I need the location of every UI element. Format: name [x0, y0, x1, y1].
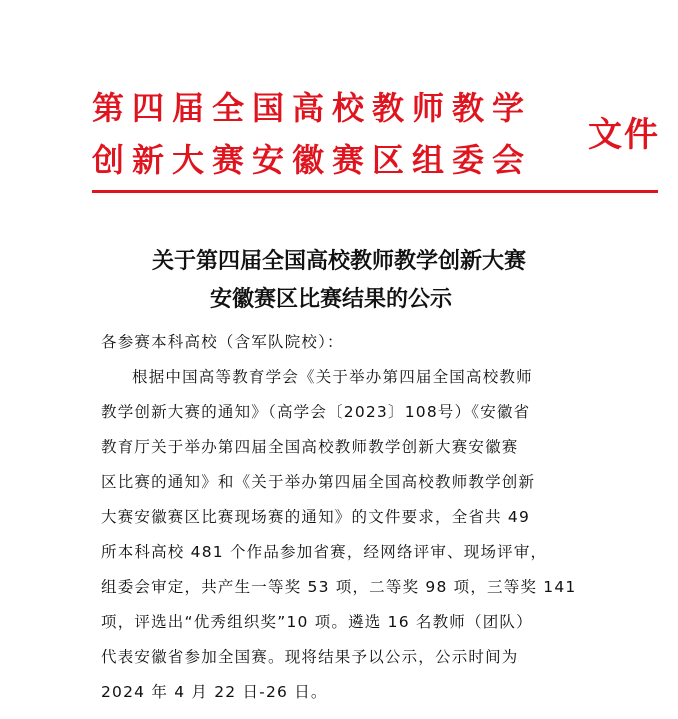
paragraph-line: 教学创新大赛的通知》（高学会〔2023〕108号）《安徽省 [101, 403, 531, 421]
paragraph-line: 组委会审定，共产生一等奖 53 项，二等奖 98 项，三等奖 141 [101, 578, 577, 596]
paragraph-line: 教育厅关于举办第四届全国高校教师教学创新大赛安徽赛 [101, 438, 519, 456]
paragraph-line: 根据中国高等教育学会《关于举办第四届全国高校教师 [132, 368, 533, 386]
paragraph-line: 区比赛的通知》和《关于举办第四届全国高校教师教学创新 [101, 473, 536, 491]
paragraph-line: 大赛安徽赛区比赛现场赛的通知》的文件要求，全省共 49 [101, 508, 531, 526]
document-type-label: 文件 [588, 115, 660, 155]
salutation: 各参赛本科高校（含军队院校）： [101, 333, 344, 351]
document-title-line-2: 安徽赛区比赛结果的公示 [209, 286, 452, 312]
issuing-organization-line-1: 第四届全国高校教师教学 [92, 89, 533, 127]
red-header-divider [92, 190, 658, 193]
issuing-organization-line-2: 创新大赛安徽赛区组委会 [92, 141, 533, 179]
paragraph-line: 代表安徽省参加全国赛。现将结果予以公示，公示时间为 [101, 648, 519, 666]
paragraph-line: 所本科高校 481 个作品参加省赛，经网络评审、现场评审， [101, 543, 548, 561]
paragraph-line: 2024 年 4 月 22 日-26 日。 [101, 683, 328, 701]
paragraph-line: 项，评选出“优秀组织奖”10 项。遴选 16 名教师（团队） [101, 613, 533, 631]
document-body [101, 330, 581, 715]
document-header [0, 0, 678, 200]
document-title-line-1: 关于第四届全国高校教师教学创新大赛 [151, 248, 526, 274]
